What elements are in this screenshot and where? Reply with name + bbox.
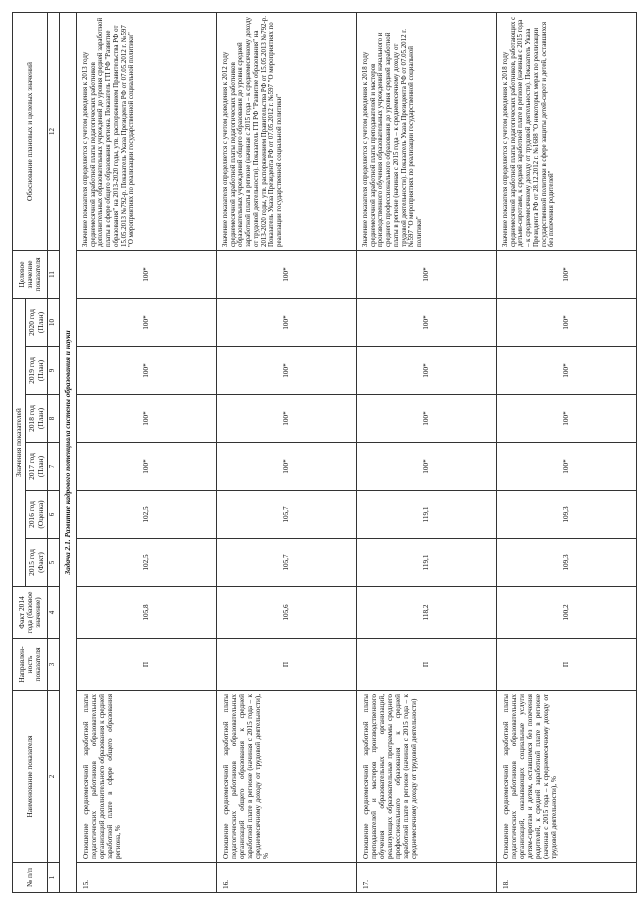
value-2017: 100* (356, 443, 496, 491)
basis-note: Значение показателя определяется с учетом доведения к 2018 году среднемесячной заработной платы преподавателей и мастеров производственного обучения образовательных учреждений начального и среднего профессионального образования до уровня средней заработной платы в регионе (начиная с 2015 года – к среднемесячному доходу от трудовой деятельности). Показатель Указа Президента РФ от 07.05.2012 г. №597 "О мероприятиях по реализации государственной социальной политики" (356, 13, 496, 251)
header-number: № п/п (13, 863, 48, 893)
row-number: 18. (496, 863, 636, 893)
value-2018: 100* (76, 395, 216, 443)
value-2017: 100* (216, 443, 356, 491)
column-number: 11 (47, 251, 59, 299)
value-2018: 100* (496, 395, 636, 443)
fact-2014-value: 100,2 (496, 587, 636, 639)
value-2020: 100* (356, 299, 496, 347)
value-2020: 100* (76, 299, 216, 347)
row-number: 15. (76, 863, 216, 893)
column-number: 7 (47, 443, 59, 491)
header-basis: Обоснование плановых и целевых значений (13, 13, 48, 251)
column-number-row (47, 13, 59, 893)
value-2016: 105,7 (216, 491, 356, 539)
header-row-1 (13, 13, 26, 893)
value-2015: 119,1 (356, 539, 496, 587)
target-value: 100* (496, 251, 636, 299)
header-direction: Направлен-ность показателя (13, 639, 48, 691)
value-2020: 100* (216, 299, 356, 347)
value-2018: 100* (356, 395, 496, 443)
value-2020: 100* (496, 299, 636, 347)
value-2019: 100* (496, 347, 636, 395)
direction-value: П (496, 639, 636, 691)
value-2018: 100* (216, 395, 356, 443)
value-2016: 119,1 (356, 491, 496, 539)
target-value: 100* (216, 251, 356, 299)
value-2015: 109,3 (496, 539, 636, 587)
value-2017: 100* (76, 443, 216, 491)
direction-value: П (76, 639, 216, 691)
column-number: 4 (47, 587, 59, 639)
header-year-2017: 2017 год (План) (26, 443, 48, 491)
table-row (356, 13, 496, 893)
target-value: 100* (356, 251, 496, 299)
column-number: 1 (47, 863, 59, 893)
column-number: 6 (47, 491, 59, 539)
header-fact-2014: Факт 2014 года (базовое значение) (13, 587, 48, 639)
header-year-2015: 2015 год (Факт) (26, 539, 48, 587)
indicator-name: Отношение среднемесячной заработной платы преподавателей и мастеров производственного обучения образовательных организаций, реализующих образовательные программы среднего профессионального образования к средней заработной плате в регионе (начиная с 2015 года – к среднемесячному доходу от трудовой деятельности) (356, 691, 496, 863)
indicator-name: Отношение среднемесячной заработной платы педагогических работников образовательных организаций, оказывающих социальные услуги детям-сиротам и детям, оставшимся без попечения родителей, к средней заработной плате в регионе (начиная с 2015 года – к среднемесячному доходу от трудовой деятельности), % (496, 691, 636, 863)
value-2019: 100* (356, 347, 496, 395)
value-2015: 105,7 (216, 539, 356, 587)
table-row (216, 13, 356, 893)
fact-2014-value: 118,2 (356, 587, 496, 639)
value-2016: 109,3 (496, 491, 636, 539)
column-number: 9 (47, 347, 59, 395)
value-2019: 100* (76, 347, 216, 395)
direction-value: П (356, 639, 496, 691)
header-year-2016: 2016 год (Оценка) (26, 491, 48, 539)
header-target-value: Целевое значение показателя (13, 251, 48, 299)
table-row (496, 13, 636, 893)
header-indicator-name: Наименование показателя (13, 691, 48, 863)
value-2016: 102,5 (76, 491, 216, 539)
basis-note: Значение показателя определяется с учетом доведения к 2018 году среднемесячной заработной платы педагогических работников, работающих с детьми-сиротами, к средней заработной плате в регионе (начиная с 2015 года – к среднемесячному доходу от трудовой деятельности). Показатель Указа Президента РФ от 28.12.2012 г. №1688 "О некоторых мерах по реализации государственной политики в сфере защиты детей-сирот и детей, оставшихся без попечения родителей" (496, 13, 636, 251)
header-values-group: Значения показателей (13, 299, 26, 587)
column-number: 2 (47, 691, 59, 863)
column-number: 5 (47, 539, 59, 587)
header-year-2020: 2020 год (План) (26, 299, 48, 347)
column-number: 3 (47, 639, 59, 691)
indicator-name: Отношение среднемесячной заработной платы педагогических работников образовательных организаций дополнительного образования к средней заработной плате в сфере общего образования региона, % (76, 691, 216, 863)
row-number: 16. (216, 863, 356, 893)
section-row (59, 13, 76, 893)
indicators-table (12, 12, 637, 893)
rotated-landscape-page (12, 13, 632, 893)
basis-note: Значение показателя определяется с учетом доведения к 2013 году среднемесячной заработной платы педагогических работников дополнительных образовательных учреждений до уровня средней заработной платы в сфере общего образования региона. Показатель ГП РФ "Развитие образования" на 2013-2020 годы, утв. распоряжением Правительства РФ от 15.05.2013 №792-р. Показатель Указа Президента РФ от 07.05.2012 г. №597 "О мероприятиях по реализации государственной социальной политики" (76, 13, 216, 251)
indicator-name: Отношение среднемесячной заработной платы педагогических работников образовательных организаций общего образования к средней заработной плате в регионе (начиная с 2015 года – к среднемесячному доходу от трудовой деятельности), % (216, 691, 356, 863)
fact-2014-value: 105,8 (76, 587, 216, 639)
column-number: 10 (47, 299, 59, 347)
fact-2014-value: 105,6 (216, 587, 356, 639)
section-title: Задача 2.1. Развитие кадрового потенциала системы образования и науки (59, 13, 76, 893)
row-number: 17. (356, 863, 496, 893)
header-year-2019: 2019 год (План) (26, 347, 48, 395)
value-2017: 100* (496, 443, 636, 491)
direction-value: П (216, 639, 356, 691)
value-2015: 102,5 (76, 539, 216, 587)
column-number: 8 (47, 395, 59, 443)
value-2019: 100* (216, 347, 356, 395)
basis-note: Значение показателя определяется с учетом доведения к 2012 году среднемесячной заработной платы педагогических работников образовательных учреждений общего образования до уровня средней заработной платы в регионе (начиная с 2015 года – к среднемесячному доходу от трудовой деятельности). Показатель ГП РФ "Развитие образования" на 2013-2020 годы, утв. распоряжением Правительства РФ от 15.05.2013 №792-р. Показатель Указа Президента РФ от 07.05.2012 г. №597 "О мероприятиях по реализации государственной социальной политики" (216, 13, 356, 251)
target-value: 100* (76, 251, 216, 299)
column-number: 12 (47, 13, 59, 251)
header-year-2018: 2018 год (План) (26, 395, 48, 443)
table-row (76, 13, 216, 893)
